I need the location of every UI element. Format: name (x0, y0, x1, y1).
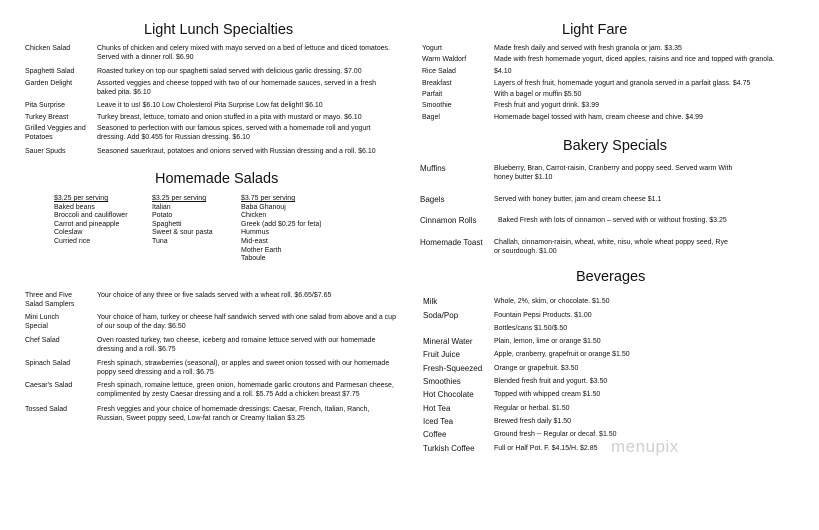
item-desc: Plain, lemon, lime or orange $1.50 (494, 338, 601, 345)
item-name: Muffins (420, 164, 446, 173)
item-name: Coffee (423, 430, 447, 439)
item-desc: Seasoned sauerkraut, potatoes and onions served with Russian dressing and a roll. $6.10 (97, 148, 376, 155)
salad-item: Chicken (241, 212, 267, 220)
item-name: Chef Salad (25, 337, 60, 344)
item-desc: Leave it to us! $6.10 Low Cholesterol Pita Surprise Low fat delight! $6.10 (97, 102, 323, 109)
item-desc: Chunks of chicken and celery mixed with mayo served on a bed of lettuce and diced tomatoes. Served with a dinner roll. $6.90 (97, 45, 390, 61)
salad-column-3 (241, 195, 322, 264)
item-name: Smoothies (423, 377, 461, 386)
salad-item: Carrot and pineapple (54, 220, 120, 228)
item-name: Grilled Veggies and Potatoes (25, 125, 86, 141)
item-name: Tossed Salad (25, 406, 68, 413)
item-name: Pita Surprise (25, 102, 66, 109)
item-desc: Bottles/cans $1.50/$.50 (494, 325, 568, 332)
item-desc: Fresh spinach, strawberries (seasonal), or apples and sweet onion tossed with our homemade poppy seed dressing and a roll. $6.75 (97, 360, 390, 376)
item-name: Fresh-Squeezed (423, 364, 483, 373)
item-desc: Orange or grapefruit. $3.50 (494, 365, 579, 372)
salad-column-2 (152, 195, 213, 247)
item-desc: Homemade bagel tossed with ham, cream cheese and chive. $4.99 (494, 114, 703, 121)
item-desc: Made with fresh homemade yogurt, diced apples, raisins and rice and topped with granola. (494, 56, 775, 63)
item-name: Hot Chocolate (423, 390, 474, 399)
item-name: Bagel (422, 114, 440, 121)
item-desc: Served with honey butter, jam and cream cheese $1.1 (494, 196, 662, 203)
price-header: $3.25 per serving (54, 195, 109, 202)
item-desc: Blueberry, Bran, Carrot-raisin, Cranberry and poppy seed. Served warm With honey butter $1.10 (494, 165, 733, 181)
item-desc: Fresh spinach, romaine lettuce, green onion, homemade garlic croutons and Parmesan cheese, complimented by zesty Caesar dressing and a roll. $5.75 Add a chicken breast $7.75 (97, 382, 394, 398)
item-name: Homemade Toast (420, 238, 483, 247)
salad-item: Broccoli and cauliflower (54, 212, 128, 220)
item-name: Turkish Coffee (423, 444, 475, 453)
item-name: Mineral Water (423, 337, 473, 346)
salad-item: Mother Earth (241, 246, 282, 254)
bakery-title: Bakery Specials (563, 138, 667, 154)
item-name: Spinach Salad (25, 360, 71, 367)
salad-item: Italian (152, 203, 171, 211)
item-name: Parfait (422, 91, 443, 98)
item-desc: Your choice of ham, turkey or cheese half sandwich served with one salad from above and a cup of our soup of the day. $6.50 (97, 314, 396, 330)
salad-item: Sweet & sour pasta (152, 229, 213, 237)
item-name: Hot Tea (423, 404, 451, 413)
item-name: Three and Five Salad Samplers (25, 292, 75, 308)
salad-item: Baked beans (54, 203, 95, 211)
item-name: Rice Salad (422, 68, 456, 75)
item-name: Cinnamon Rolls (420, 216, 477, 225)
salad-item: Greek (add $0.25 for feta) (241, 220, 322, 228)
item-desc: Regular or herbal. $1.50 (494, 405, 570, 412)
item-desc: Turkey breast, lettuce, tomato and onion stuffed in a pita with mustard or mayo. $6.10 (97, 114, 362, 121)
item-name: Fruit Juice (423, 350, 460, 359)
item-desc: Ground fresh -- Regular or decaf. $1.50 (494, 431, 617, 438)
item-desc: With a bagel or muffin $5.50 (494, 91, 582, 98)
item-name: Garden Delight (25, 80, 73, 87)
price-header: $3.75 per serving (241, 195, 296, 202)
watermark-logo: menupix (611, 437, 679, 456)
item-desc: Fountain Pepsi Products. $1.00 (494, 312, 592, 319)
salad-item: Baba Ghanouj (241, 203, 286, 211)
item-desc: Full or Half Pot. F. $4.15/H. $2.85 (494, 445, 598, 452)
item-name: Caesar's Salad (25, 382, 73, 389)
item-desc: Apple, cranberry, grapefruit or orange $1.50 (494, 351, 630, 358)
item-desc: Roasted turkey on top our spaghetti salad served with delicious garlic dressing. $7.00 (97, 68, 362, 75)
item-name: Mini Lunch Special (25, 314, 59, 330)
item-desc: Challah, cinnamon-raisin, wheat, white, nisu, whole wheat poppy seed, Rye or sourdough. $1.00 (494, 239, 728, 255)
item-name: Turkey Breast (25, 114, 69, 121)
item-name: Iced Tea (423, 417, 454, 426)
salad-item: Hummus (241, 229, 270, 237)
price-header: $3.25 per serving (152, 195, 207, 202)
item-name: Smoothie (422, 102, 452, 109)
light-lunch-title: Light Lunch Specialties (144, 22, 294, 38)
item-name: Bagels (420, 195, 445, 204)
salad-item: Taboule (241, 255, 266, 263)
homemade-salads-title: Homemade Salads (155, 171, 279, 187)
item-desc: Your choice of any three or five salads served with a wheat roll. $6.65/$7.65 (97, 292, 332, 299)
item-desc: Brewed fresh daily $1.50 (494, 418, 572, 425)
item-name: Breakfast (422, 80, 452, 87)
item-name: Soda/Pop (423, 311, 459, 320)
item-name: Sauer Spuds (25, 148, 66, 155)
light-fare-title: Light Fare (562, 22, 628, 38)
salad-item: Tuna (152, 237, 168, 245)
item-name: Chicken Salad (25, 45, 71, 52)
salad-item: Potato (152, 212, 173, 220)
item-desc: Baked Fresh with lots of cinnamon – served with or without frosting. $3.25 (498, 217, 727, 224)
salad-item: Curried rice (54, 237, 91, 245)
item-desc: Assorted veggies and cheese topped with two of our homemade sauces, served in a fresh baked pita. $6.10 (97, 80, 376, 96)
beverages-title: Beverages (576, 269, 646, 285)
item-desc: Layers of fresh fruit, homemade yogurt and granola served in a parfait glass. $4.75 (494, 80, 751, 87)
item-desc: Blended fresh fruit and yogurt. $3.50 (494, 378, 608, 385)
salad-column-1 (54, 195, 128, 247)
item-desc: Whole, 2%, skim, or chocolate. $1.50 (494, 298, 610, 305)
item-desc: Made fresh daily and served with fresh granola or jam. $3.35 (494, 45, 682, 52)
item-name: Spaghetti Salad (25, 68, 75, 75)
item-name: Yogurt (422, 45, 442, 52)
item-desc: Fresh veggies and your choice of homemade dressings: Caesar, French, Italian, Ranch, Russian, Sweet poppy seed, Low-fat ranch or Creamy Italian $3.25 (97, 406, 370, 422)
item-desc: Topped with whipped cream $1.50 (494, 391, 601, 398)
salad-item: Mid-east (241, 237, 268, 245)
item-name: Warm Waldorf (422, 56, 467, 63)
item-desc: $4.10 (494, 68, 512, 75)
salad-item: Coleslaw (54, 229, 83, 237)
salad-item: Spaghetti (152, 220, 182, 228)
item-name: Milk (423, 297, 438, 306)
item-desc: Seasoned to perfection with our famous spices, served with a homemade roll and yogurt dressing. Add $0.455 for Russian dressing. $6.10 (97, 125, 371, 141)
item-desc: Oven roasted turkey, two cheese, iceberg and romaine lettuce served with our homemade dressing and a roll. $6.75 (97, 337, 376, 353)
item-desc: Fresh fruit and yogurt drink. $3.99 (494, 102, 600, 109)
